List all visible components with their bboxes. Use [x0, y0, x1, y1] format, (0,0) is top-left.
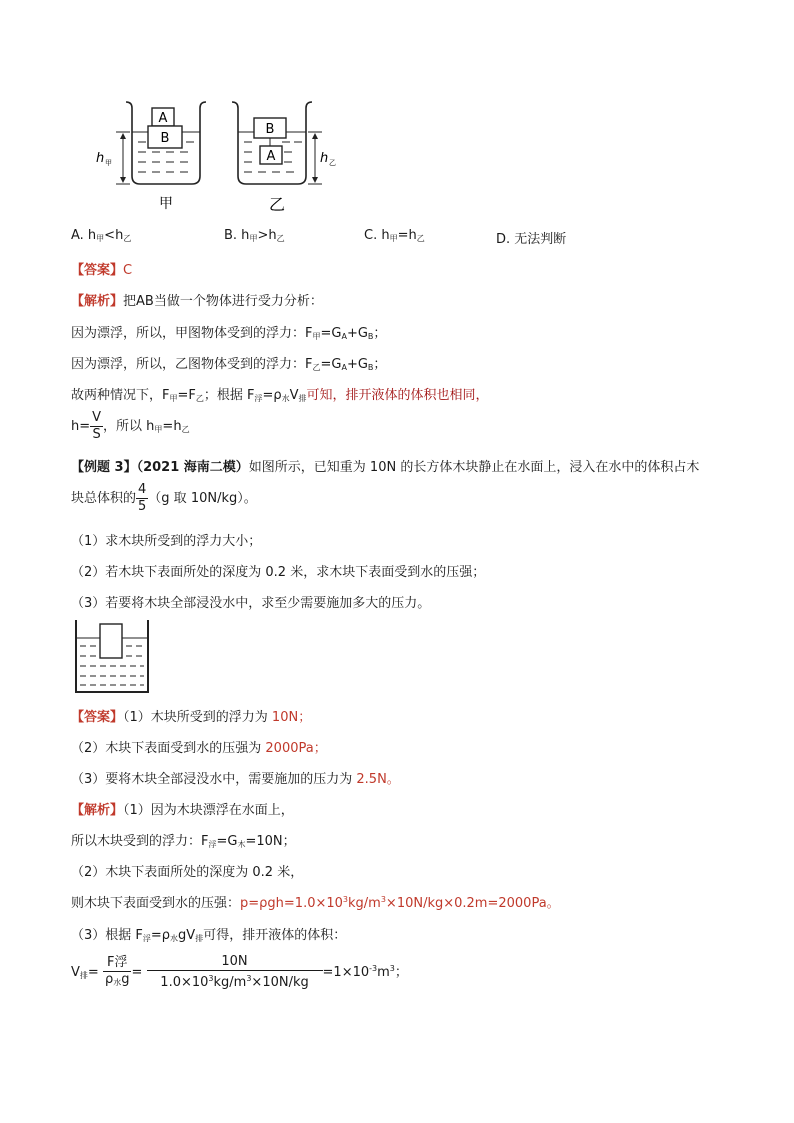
svg-text:甲: 甲 — [105, 159, 112, 167]
answer-2-line2: （2）木块下表面受到水的压强为 2000Pa； — [71, 741, 327, 756]
fraction-volume-calc: $\frac{10N}{1.0\times 10^3kg/m^3\times 10N/kg}$ — [147, 954, 323, 991]
question-3: （3）若要将木块全部浸没水中，求至少需要施加多大的压力。 — [71, 596, 431, 611]
caption-yi: 乙 — [268, 195, 286, 214]
container-figure — [74, 618, 154, 696]
analysis-1-line3: 因为漂浮，所以，乙图物体受到的浮力：$F_乙=G_A+G_B$； — [71, 357, 387, 372]
svg-text:B: B — [265, 122, 275, 137]
example-3-line1: 【例题 3】（2021 海南二模）如图所示，已知重为 10N 的长方体木块静止在水面上，浸入在水中的体积占木 — [71, 460, 700, 475]
analysis-1-line1: 【解析】把AB当做一个物体进行受力分析： — [71, 294, 323, 309]
fraction-f-over-rho-g: $\frac{\text{F浮}}{\rho_水g}$ — [104, 954, 130, 987]
analysis-1-line4: 故两种情况下，$F_甲=F_乙$；根据 $F_浮=\rho_水V_排$可知，排开液体的体积也相同， — [71, 388, 489, 403]
svg-text:B: B — [160, 131, 170, 146]
answer-2-line1: 【答案】（1）木块所受到的浮力为 10N； — [71, 710, 312, 725]
option-a: A. $h_甲<h_乙$ — [71, 228, 132, 243]
wood-block — [100, 624, 122, 658]
analysis-2-line2: 所以木块受到的浮力：$F_浮=G_木=10N$； — [71, 834, 296, 849]
question-1: （1）求木块所受到的浮力大小； — [71, 534, 262, 549]
svg-text:A: A — [266, 149, 276, 164]
answer-2-line3: （3）要将木块全部浸没水中，需要施加的压力为 2.5N。 — [71, 772, 400, 787]
svg-text:乙: 乙 — [329, 159, 336, 167]
analysis-2-formula: $V_排=$ $\frac{\text{F浮}}{\rho_水g}$ = $\frac{10N}{1.0\times 10^3kg/m^3\times 10N/kg}$ $=1\times 10^{-3}m^3$； — [71, 954, 408, 990]
h-jia-label: h — [96, 151, 105, 166]
analysis-2-line4: 则木块下表面受到水的压强：$p=\rho gh=1.0\times 10^3kg/m^3\times 10N/kg\times 0.2m=2000Pa$。 — [71, 895, 560, 911]
fraction-v-over-s: $\frac{V}{S}$ — [92, 410, 102, 442]
fraction-four-fifths: $\frac{4}{5}$ — [138, 482, 147, 514]
analysis-2-line5: （3）根据 $F_浮=\rho_水gV_排$可得，排开液体的体积： — [71, 928, 347, 943]
svg-text:A: A — [158, 111, 168, 126]
question-2: （2）若木块下表面所处的深度为 0.2 米，求木块下表面受到水的压强； — [71, 565, 486, 580]
beaker-figure — [90, 96, 350, 218]
analysis-2-line3: （2）木块下表面所处的深度为 0.2 米， — [71, 865, 304, 880]
example-3-line2: 块总体积的 $\frac{4}{5}$ （g 取 10N/kg）。 — [71, 482, 257, 514]
answer-1: 【答案】C — [71, 263, 133, 278]
h-yi-label: h — [320, 151, 329, 166]
option-b: B. $h_甲>h_乙$ — [224, 228, 285, 243]
option-d: D. 无法判断 — [496, 232, 567, 247]
analysis-1-line2: 因为漂浮，所以，甲图物体受到的浮力：$F_甲=G_A+G_B$； — [71, 326, 387, 341]
analysis-1-line5: h= $\frac{V}{S}$ ，所以 $h_甲=h_乙$ — [71, 410, 190, 442]
option-c: C. $h_甲=h_乙$ — [364, 228, 425, 243]
analysis-2-line1: 【解析】（1）因为木块漂浮在水面上， — [71, 803, 294, 818]
caption-jia: 甲 — [159, 196, 173, 212]
